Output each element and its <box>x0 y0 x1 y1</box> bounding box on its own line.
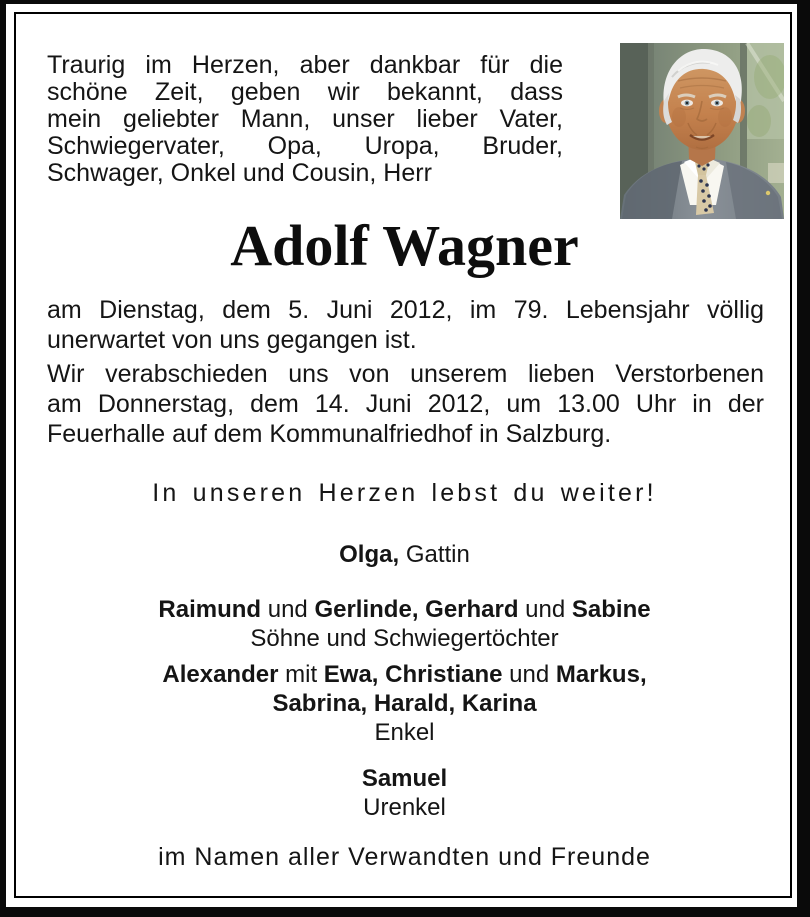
mourner-names: Samuel <box>361 765 448 792</box>
death-line: am Dienstag, dem 5. Juni 2012, im 79. Lebensjahr völlig <box>47 296 764 324</box>
intro-line: mein geliebter Mann, unser lieber Vater, <box>47 105 563 133</box>
intro-line: Schwager, Onkel und Cousin, Herr <box>47 159 432 187</box>
mourners-section <box>47 540 762 822</box>
motto-line: In unseren Herzen lebst du weiter! <box>152 479 657 507</box>
deceased-name: Adolf Wagner <box>230 213 579 278</box>
intro-line: Traurig im Herzen, aber dankbar für die <box>47 51 563 79</box>
mourner-names: Sabrina, Harald, Karina <box>272 690 537 717</box>
mourner-entry <box>47 660 762 747</box>
intro-line: Schwiegervater, Opa, Uropa, Bruder, <box>47 132 563 160</box>
mourner-role: Enkel <box>374 719 435 746</box>
farewell-line: Wir verabschieden uns von unserem lieben Verstorbenen <box>47 360 764 388</box>
mourner-entry <box>47 595 762 653</box>
scan-edge-left <box>0 0 6 917</box>
closing-line: im Namen aller Verwandten und Freunde <box>158 843 651 871</box>
mourner-entry <box>47 764 762 822</box>
scan-edge-right <box>797 0 810 917</box>
mourner-role: Urenkel <box>363 794 446 821</box>
mourner-names: Alexander mit Ewa, Christiane und Markus, <box>162 661 647 688</box>
mourner-entry <box>47 540 762 569</box>
mourner-role: Söhne und Schwiegertöchter <box>250 625 559 652</box>
mourner-names: Raimund und Gerlinde, Gerhard und Sabine <box>158 596 651 623</box>
mourner-names: Olga, Gattin <box>339 541 470 568</box>
farewell-line: Feuerhalle auf dem Kommunalfriedhof in Salzburg. <box>47 420 612 448</box>
death-line: unerwartet von uns gegangen ist. <box>47 326 417 354</box>
intro-paragraph <box>47 52 563 187</box>
scan-edge-bottom <box>0 907 810 917</box>
intro-line: schöne Zeit, geben wir bekannt, dass <box>47 78 563 106</box>
farewell-line: am Donnerstag, dem 14. Juni 2012, um 13.00 Uhr in der <box>47 390 764 418</box>
scan-edge-top <box>0 0 810 4</box>
farewell-paragraph <box>47 359 764 449</box>
death-paragraph <box>47 295 764 355</box>
portrait-photo <box>620 43 784 219</box>
